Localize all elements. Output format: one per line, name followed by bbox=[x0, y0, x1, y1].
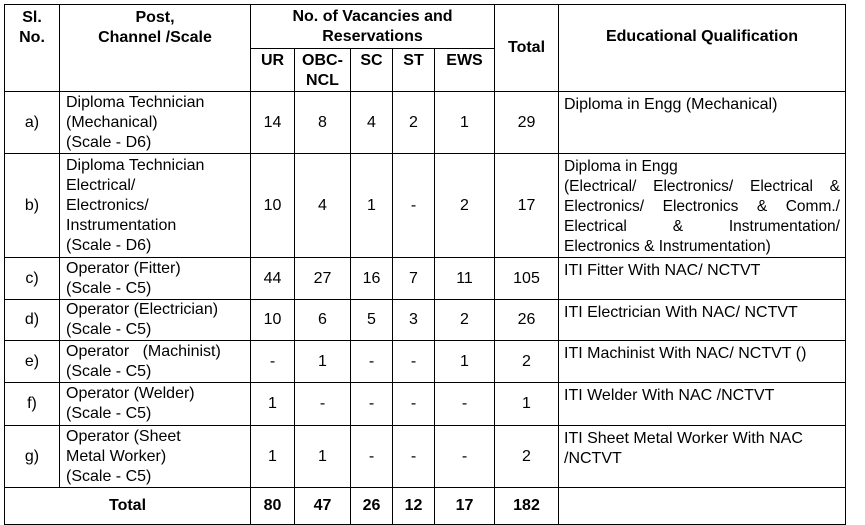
row-qualification: Diploma in Engg (Mechanical) bbox=[559, 92, 846, 154]
totals-label: Total bbox=[5, 488, 251, 525]
row-ews: 2 bbox=[435, 154, 495, 258]
row-st: - bbox=[393, 154, 435, 258]
header-ews: EWS bbox=[435, 49, 495, 92]
header-st: ST bbox=[393, 49, 435, 92]
row-total: 2 bbox=[495, 426, 559, 488]
row-st: - bbox=[393, 341, 435, 383]
row-qualification: ITI Fitter With NAC/ NCTVT bbox=[559, 258, 846, 300]
totals-qualification-empty bbox=[559, 488, 846, 525]
totals-obc: 47 bbox=[295, 488, 351, 525]
row-qualification: ITI Electrician With NAC/ NCTVT bbox=[559, 300, 846, 341]
header-vacancies: No. of Vacancies and Reservations bbox=[251, 5, 495, 49]
row-ur: 1 bbox=[251, 383, 295, 426]
row-obc: - bbox=[295, 383, 351, 426]
row-st: 7 bbox=[393, 258, 435, 300]
row-sc: 16 bbox=[351, 258, 393, 300]
row-qualification: ITI Sheet Metal Worker With NAC /NCTVT bbox=[559, 426, 846, 488]
row-st: - bbox=[393, 426, 435, 488]
row-sl: a) bbox=[5, 92, 60, 154]
totals-ews: 17 bbox=[435, 488, 495, 525]
row-sl: d) bbox=[5, 300, 60, 341]
row-total: 29 bbox=[495, 92, 559, 154]
row-ews: 11 bbox=[435, 258, 495, 300]
header-qualification: Educational Qualification bbox=[559, 5, 846, 92]
row-sl: f) bbox=[5, 383, 60, 426]
table-row bbox=[5, 383, 846, 426]
row-sc: 5 bbox=[351, 300, 393, 341]
row-ur: 1 bbox=[251, 426, 295, 488]
totals-row bbox=[5, 488, 846, 525]
row-sl: e) bbox=[5, 341, 60, 383]
row-ews: - bbox=[435, 426, 495, 488]
row-obc: 4 bbox=[295, 154, 351, 258]
row-obc: 1 bbox=[295, 426, 351, 488]
row-sc: - bbox=[351, 341, 393, 383]
row-sc: 4 bbox=[351, 92, 393, 154]
row-total: 105 bbox=[495, 258, 559, 300]
row-obc: 8 bbox=[295, 92, 351, 154]
row-ews: 1 bbox=[435, 92, 495, 154]
header-sl-no: Sl. No. bbox=[5, 5, 60, 92]
row-post: Diploma Technician (Mechanical) (Scale - D6) bbox=[60, 92, 251, 154]
row-obc: 6 bbox=[295, 300, 351, 341]
row-sl: g) bbox=[5, 426, 60, 488]
row-total: 1 bbox=[495, 383, 559, 426]
table-row bbox=[5, 258, 846, 300]
totals-st: 12 bbox=[393, 488, 435, 525]
row-ews: 2 bbox=[435, 300, 495, 341]
header-sc: SC bbox=[351, 49, 393, 92]
totals-ur: 80 bbox=[251, 488, 295, 525]
row-sc: - bbox=[351, 426, 393, 488]
row-total: 17 bbox=[495, 154, 559, 258]
row-total: 26 bbox=[495, 300, 559, 341]
totals-total: 182 bbox=[495, 488, 559, 525]
row-sc: 1 bbox=[351, 154, 393, 258]
row-post: Diploma Technician Electrical/ Electronics/ Instrumentation (Scale - D6) bbox=[60, 154, 251, 258]
table-row bbox=[5, 92, 846, 154]
header-ur: UR bbox=[251, 49, 295, 92]
totals-sc: 26 bbox=[351, 488, 393, 525]
row-ur: 10 bbox=[251, 154, 295, 258]
row-sl: b) bbox=[5, 154, 60, 258]
row-obc: 1 bbox=[295, 341, 351, 383]
row-ur: 14 bbox=[251, 92, 295, 154]
header-post: Post, Channel /Scale bbox=[60, 5, 251, 92]
row-total: 2 bbox=[495, 341, 559, 383]
row-ews: - bbox=[435, 383, 495, 426]
header-total: Total bbox=[495, 5, 559, 92]
row-obc: 27 bbox=[295, 258, 351, 300]
table-row bbox=[5, 426, 846, 488]
header-obc-ncl: OBC- NCL bbox=[295, 49, 351, 92]
table-row bbox=[5, 300, 846, 341]
row-sl: c) bbox=[5, 258, 60, 300]
row-post: Operator (Fitter) (Scale - C5) bbox=[60, 258, 251, 300]
row-post: Operator (Machinist) (Scale - C5) bbox=[60, 341, 251, 383]
row-post: Operator (Welder) (Scale - C5) bbox=[60, 383, 251, 426]
row-post: Operator (Sheet Metal Worker) (Scale - C5) bbox=[60, 426, 251, 488]
row-st: 3 bbox=[393, 300, 435, 341]
row-st: 2 bbox=[393, 92, 435, 154]
row-st: - bbox=[393, 383, 435, 426]
vacancy-table bbox=[4, 4, 846, 525]
row-ur: - bbox=[251, 341, 295, 383]
row-sc: - bbox=[351, 383, 393, 426]
row-qualification: ITI Welder With NAC /NCTVT bbox=[559, 383, 846, 426]
row-ews: 1 bbox=[435, 341, 495, 383]
row-qualification: ITI Machinist With NAC/ NCTVT () bbox=[559, 341, 846, 383]
table-row bbox=[5, 341, 846, 383]
row-qualification: Diploma in Engg (Electrical/ Electronics/ Electrical & Electronics/ Electronics & Comm./ Electrical & Instrumentation/ Electronics & Instrumentation) bbox=[559, 154, 846, 258]
table-row bbox=[5, 154, 846, 258]
row-ur: 10 bbox=[251, 300, 295, 341]
row-ur: 44 bbox=[251, 258, 295, 300]
row-post: Operator (Electrician) (Scale - C5) bbox=[60, 300, 251, 341]
